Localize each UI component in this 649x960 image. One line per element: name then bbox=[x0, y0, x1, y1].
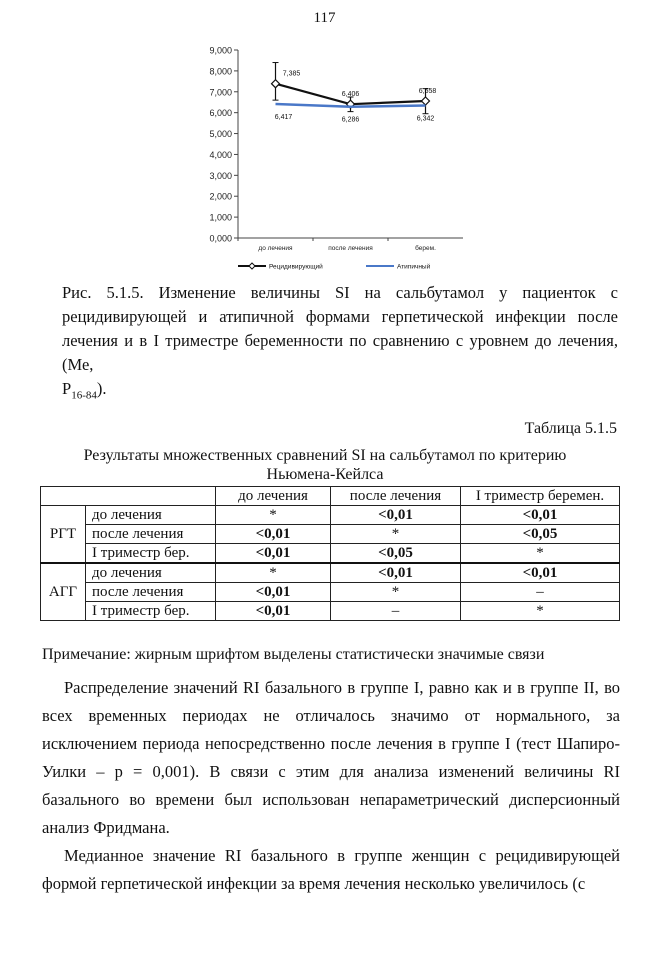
paragraph: Медианное значение RI базального в группе женщин с рецидивирующей формой герпетической инфекции за время лечения несколько увеличилось (с bbox=[42, 846, 620, 893]
figure-caption bbox=[62, 281, 618, 407]
y-tick-label: 8,000 bbox=[209, 66, 232, 77]
x-tick-label: берем. bbox=[415, 245, 436, 252]
table-header-row bbox=[41, 487, 620, 506]
y-tick-label: 4,000 bbox=[209, 149, 232, 160]
table-title-line: Ньюмена-Кейлса bbox=[266, 466, 384, 483]
y-tick-label: 2,000 bbox=[209, 191, 232, 202]
table-cell: * bbox=[461, 544, 620, 564]
caption-line: Рис. 5.1.5. Изменение величины SI на сальбутамол у пациенток с bbox=[62, 283, 618, 302]
table-header-cell: до лечения bbox=[216, 487, 331, 506]
table-cell: * bbox=[461, 602, 620, 621]
table-title-line: Результаты множественных сравнений SI на сальбутамол по критерию bbox=[83, 447, 567, 464]
table-header-cell: I триместр беремен. bbox=[461, 487, 620, 506]
table-cell: <0,01 bbox=[461, 506, 620, 525]
x-tick-label: после лечения bbox=[328, 245, 373, 252]
table-label: Таблица 5.1.5 bbox=[524, 420, 617, 437]
table-note: Примечание: жирным шрифтом выделены статистически значимые связи bbox=[42, 646, 545, 663]
caption-subscript: 16-84 bbox=[71, 389, 97, 402]
page-number: 117 bbox=[313, 10, 336, 26]
table-corner bbox=[41, 487, 216, 506]
data-label: 6,286 bbox=[341, 116, 360, 124]
table-cell: <0,01 bbox=[216, 525, 331, 544]
table-cell: * bbox=[216, 506, 331, 525]
table-row-label: до лечения bbox=[86, 563, 216, 583]
table-cell: <0,05 bbox=[461, 525, 620, 544]
table-cell: <0,05 bbox=[331, 544, 461, 564]
table-group-cell: РГТ bbox=[41, 506, 86, 564]
table-group-cell: АГГ bbox=[41, 563, 86, 621]
table-cell: <0,01 bbox=[216, 583, 331, 602]
table-cell: * bbox=[216, 563, 331, 583]
legend-label: Атипичный bbox=[397, 263, 431, 271]
table-cell: * bbox=[331, 583, 461, 602]
data-label: 6,558 bbox=[418, 88, 437, 96]
y-tick-label: 5,000 bbox=[209, 129, 232, 140]
line-chart bbox=[180, 40, 470, 280]
table-cell: <0,01 bbox=[331, 506, 461, 525]
data-label: 7,385 bbox=[282, 70, 301, 78]
table-cell: – bbox=[331, 602, 461, 621]
table-row bbox=[41, 602, 620, 621]
table-cell: <0,01 bbox=[461, 563, 620, 583]
y-tick-label: 0,000 bbox=[209, 233, 232, 244]
x-tick-label: до лечения bbox=[258, 245, 293, 252]
y-tick-label: 3,000 bbox=[209, 170, 232, 181]
table-row-label: до лечения bbox=[86, 506, 216, 525]
legend-label: Рецидивирующий bbox=[269, 263, 323, 271]
table-row bbox=[41, 563, 620, 583]
caption-line: лечения и в I триместре беременности по сравнению с уровнем до лечения, (Ме, bbox=[62, 331, 618, 374]
y-tick-label: 9,000 bbox=[209, 45, 232, 56]
caption-line-last bbox=[62, 377, 618, 407]
table-row-label: после лечения bbox=[86, 525, 216, 544]
table-cell: – bbox=[461, 583, 620, 602]
table-row bbox=[41, 544, 620, 564]
table-row bbox=[41, 525, 620, 544]
table-row-label: I триместр бер. bbox=[86, 602, 216, 621]
table-row bbox=[41, 506, 620, 525]
table-row-label: I триместр бер. bbox=[86, 544, 216, 564]
y-tick-label: 7,000 bbox=[209, 87, 232, 98]
data-point bbox=[422, 97, 430, 105]
table-cell: <0,01 bbox=[216, 602, 331, 621]
data-label: 6,406 bbox=[341, 91, 360, 99]
table-cell: * bbox=[331, 525, 461, 544]
table-cell: <0,01 bbox=[331, 563, 461, 583]
caption-p: P bbox=[62, 379, 72, 398]
table-cell: <0,01 bbox=[216, 544, 331, 564]
y-tick-label: 1,000 bbox=[209, 212, 232, 223]
table-header-cell: после лечения bbox=[331, 487, 461, 506]
data-label: 6,417 bbox=[274, 113, 293, 121]
table-title bbox=[40, 446, 610, 484]
y-tick-label: 6,000 bbox=[209, 108, 232, 119]
body-text bbox=[42, 674, 620, 898]
caption-line: рецидивирующей и атипичной формами герпетической инфекции после bbox=[62, 307, 618, 326]
table-row bbox=[41, 583, 620, 602]
caption-suffix: ). bbox=[96, 379, 107, 398]
data-point bbox=[272, 80, 280, 88]
results-table bbox=[40, 486, 620, 621]
data-label: 6,342 bbox=[416, 115, 435, 123]
legend-marker bbox=[249, 263, 255, 269]
table-row-label: после лечения bbox=[86, 583, 216, 602]
paragraph: Распределение значений RI базального в группе I, равно как и в группе II, во всех временных периодах не отличалось значимо от нормального, за исключением периода непосредственно после лечения в группе I (тест Шапиро-Уилки – р = 0,001). В связи с этим для анализа изменений величины RI базального во времени был использован непараметрический дисперсионный анализ Фридмана. bbox=[42, 678, 620, 837]
